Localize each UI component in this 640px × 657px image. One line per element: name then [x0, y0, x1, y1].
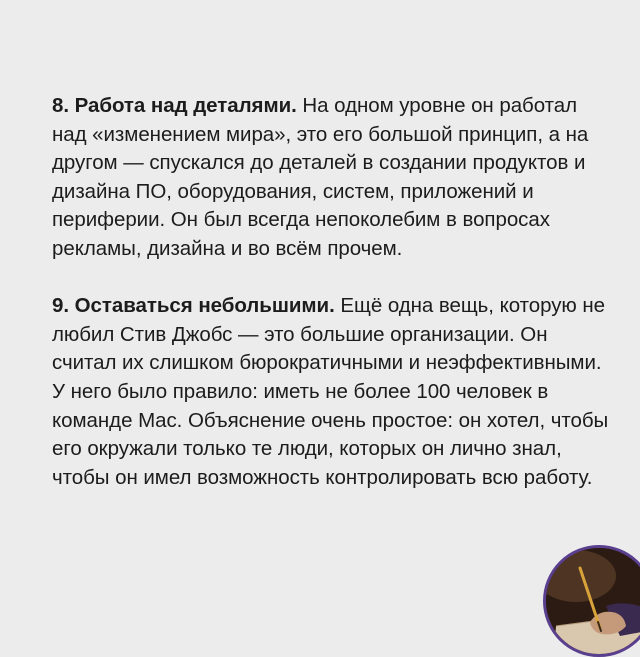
- section-9-heading: 9. Оставаться небольшими.: [52, 294, 335, 318]
- section-8-heading: 8. Работа над деталями.: [52, 94, 297, 117]
- section-8: [52, 92, 612, 264]
- section-9-body: Ещё одна вещь, которую не любил Стив Джобс — это большие организации. Он считал их слишком бюрократичными и неэффективными. У него было правило: иметь не более 100 человек в команде Mac. Объяснение очень простое: он хотел, чтобы его окружали только те люди, которых он лично знал, чтобы он имел возможность контролировать всю работу.: [52, 294, 609, 489]
- writing-hand-illustration: [546, 548, 640, 654]
- writing-hand-photo: [543, 545, 640, 657]
- section-8-body: На одном уровне он работал над «изменением мира», это его большой принцип, а на другом — спускался до деталей в создании продуктов и дизайна ПО, оборудования, систем, приложений и периферии. Он был всегда непоколебим в вопросах рекламы, дизайна и во всём прочем.: [52, 94, 589, 260]
- article-text: [52, 92, 612, 492]
- section-9: [52, 292, 612, 492]
